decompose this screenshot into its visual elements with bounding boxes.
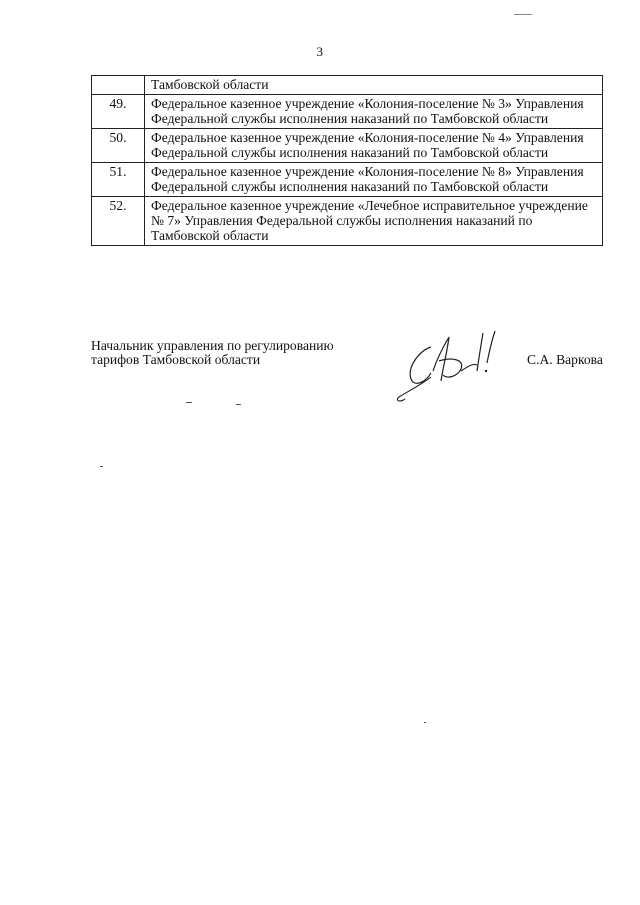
signer-position: Начальник управления по регулированию тарифов Тамбовской области [91,338,334,367]
row-number: 49. [92,95,145,129]
table-row [92,76,603,95]
signer-name: С.А. Варкова [527,352,603,367]
table-row [92,129,603,163]
scan-artifact [424,722,426,723]
row-text: Федеральное казенное учреждение «Колония-поселение № 8» Управления Федеральной службы исполнения наказаний по Тамбовской области [145,163,603,197]
row-number: 50. [92,129,145,163]
scan-artifact [236,404,241,405]
table-row [92,95,603,129]
handwritten-signature [391,327,511,405]
scan-artifact [100,466,103,467]
table-row [92,197,603,246]
row-text: Федеральное казенное учреждение «Лечебное исправительное учреждение № 7» Управления Федеральной службы исполнения наказаний по Тамбовской области [145,197,603,246]
scan-artifact [186,402,192,403]
row-text: Федеральное казенное учреждение «Колония-поселение № 3» Управления Федеральной службы исполнения наказаний по Тамбовской области [145,95,603,129]
row-number [92,76,145,95]
row-text: Федеральное казенное учреждение «Колония-поселение № 4» Управления Федеральной службы исполнения наказаний по Тамбовской области [145,129,603,163]
row-text: Тамбовской области [145,76,603,95]
page-number: 3 [316,44,324,59]
signature-block [91,339,611,399]
row-number: 52. [92,197,145,246]
registry-table [91,75,603,246]
table-row [92,163,603,197]
scan-mark [514,14,532,15]
row-number: 51. [92,163,145,197]
